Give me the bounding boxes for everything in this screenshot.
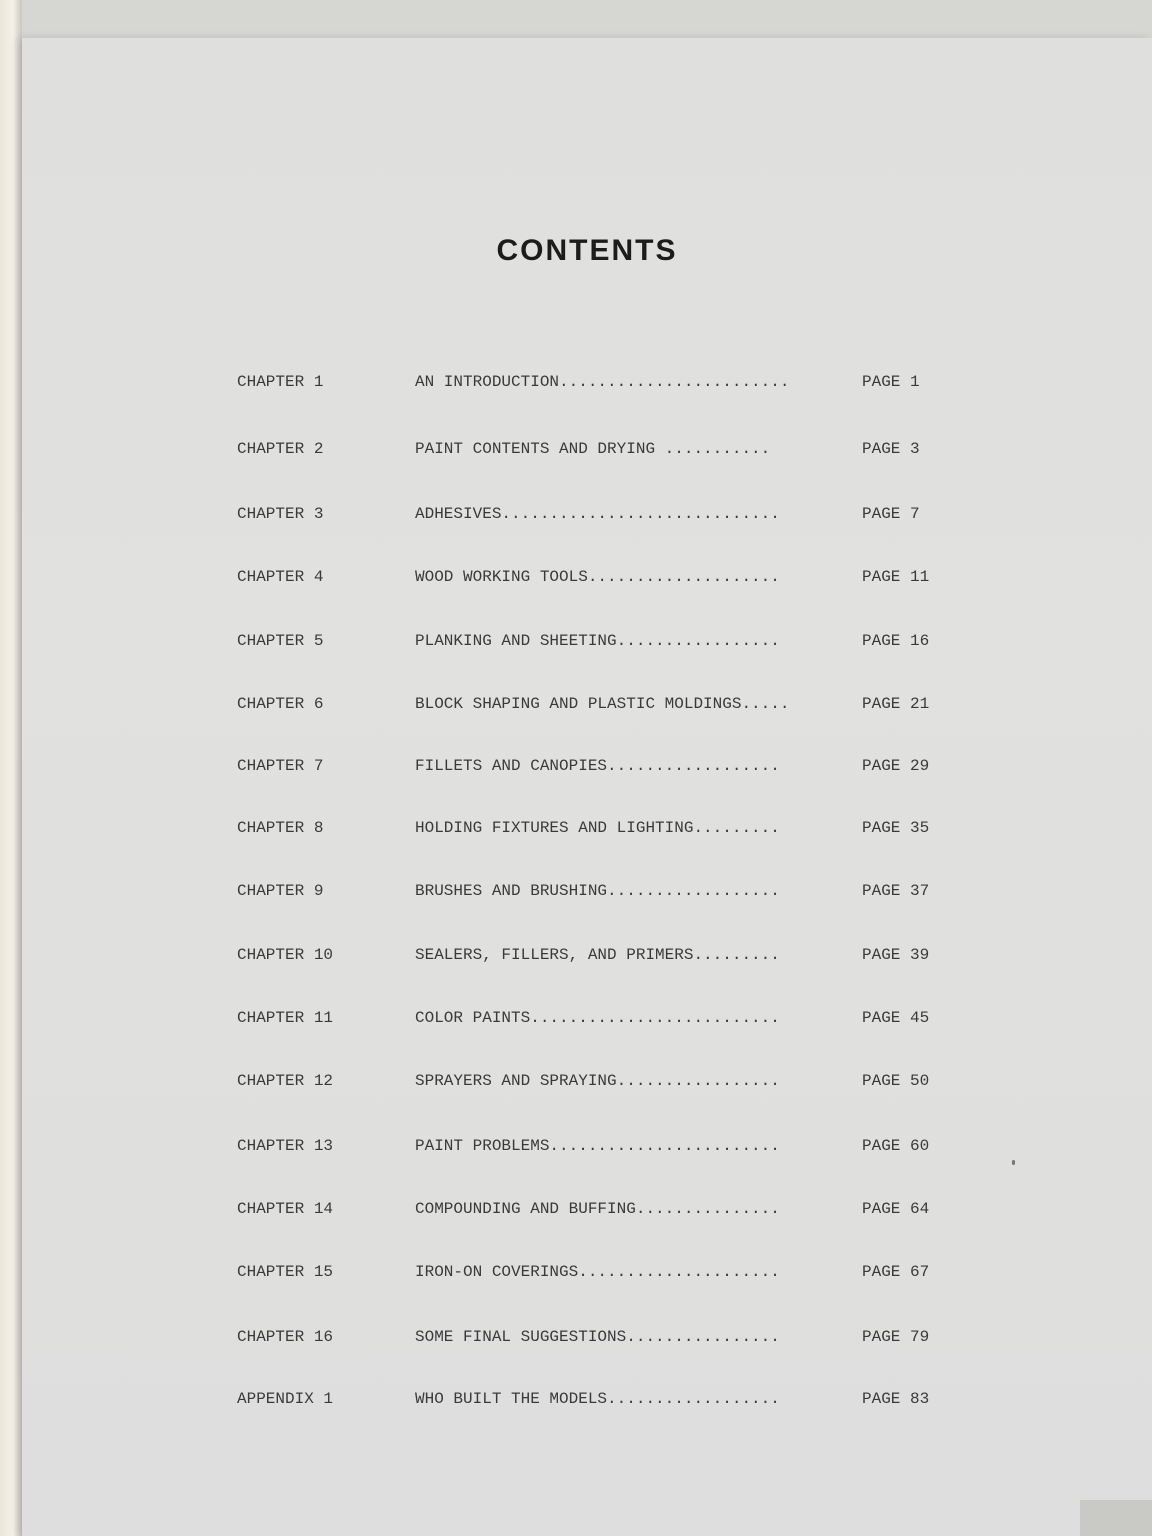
toc-entry xyxy=(22,632,1152,660)
entry-title: BLOCK SHAPING AND PLASTIC MOLDINGS..... xyxy=(415,695,790,713)
entry-label: CHAPTER 11 xyxy=(237,1009,334,1027)
paper-speck xyxy=(1012,1160,1015,1165)
entry-label: CHAPTER 3 xyxy=(237,505,324,523)
entry-label: CHAPTER 7 xyxy=(237,757,324,775)
toc-entry xyxy=(22,1200,1152,1228)
entry-page: PAGE 29 xyxy=(862,757,930,775)
entry-label: CHAPTER 9 xyxy=(237,882,324,900)
entry-title: PAINT CONTENTS AND DRYING ........... xyxy=(415,440,771,458)
entry-label: CHAPTER 10 xyxy=(237,946,334,964)
entry-title: HOLDING FIXTURES AND LIGHTING......... xyxy=(415,819,780,837)
entry-page: PAGE 16 xyxy=(862,632,930,650)
entry-title: COLOR PAINTS.......................... xyxy=(415,1009,780,1027)
entry-page: PAGE 67 xyxy=(862,1263,930,1281)
toc-entry xyxy=(22,1009,1152,1037)
toc-entry xyxy=(22,568,1152,596)
entry-page: PAGE 39 xyxy=(862,946,930,964)
page-top-shadow xyxy=(22,0,1152,38)
page-title: CONTENTS xyxy=(496,234,678,267)
entry-page: PAGE 21 xyxy=(862,695,930,713)
entry-title: SPRAYERS AND SPRAYING................. xyxy=(415,1072,780,1090)
toc-entry xyxy=(22,882,1152,910)
toc-entry xyxy=(22,695,1152,723)
entry-page: PAGE 64 xyxy=(862,1200,930,1218)
entry-title: ADHESIVES............................. xyxy=(415,505,780,523)
toc-entry xyxy=(22,1072,1152,1100)
toc-entry xyxy=(22,1263,1152,1291)
toc-entry xyxy=(22,757,1152,785)
entry-page: PAGE 11 xyxy=(862,568,930,586)
entry-label: CHAPTER 8 xyxy=(237,819,324,837)
book-edge xyxy=(0,0,22,1536)
entry-page: PAGE 79 xyxy=(862,1328,930,1346)
entry-page: PAGE 35 xyxy=(862,819,930,837)
toc-entry xyxy=(22,1137,1152,1165)
entry-title: AN INTRODUCTION........................ xyxy=(415,373,790,391)
entry-label: CHAPTER 2 xyxy=(237,440,324,458)
entry-title: WOOD WORKING TOOLS.................... xyxy=(415,568,780,586)
entry-label: CHAPTER 14 xyxy=(237,1200,334,1218)
toc-entry xyxy=(22,1390,1152,1418)
entry-title: SOME FINAL SUGGESTIONS................ xyxy=(415,1328,780,1346)
entry-label: CHAPTER 6 xyxy=(237,695,324,713)
table-of-contents xyxy=(22,38,1152,1536)
entry-page: PAGE 83 xyxy=(862,1390,930,1408)
entry-label: CHAPTER 5 xyxy=(237,632,324,650)
toc-entry xyxy=(22,505,1152,533)
entry-title: IRON-ON COVERINGS..................... xyxy=(415,1263,780,1281)
toc-entry xyxy=(22,819,1152,847)
entry-title: SEALERS, FILLERS, AND PRIMERS......... xyxy=(415,946,780,964)
toc-entry xyxy=(22,946,1152,974)
entry-label: CHAPTER 15 xyxy=(237,1263,334,1281)
entry-page: PAGE 45 xyxy=(862,1009,930,1027)
entry-label: CHAPTER 4 xyxy=(237,568,324,586)
entry-page: PAGE 1 xyxy=(862,373,920,391)
entry-title: COMPOUNDING AND BUFFING............... xyxy=(415,1200,780,1218)
entry-label: CHAPTER 13 xyxy=(237,1137,334,1155)
entry-page: PAGE 60 xyxy=(862,1137,930,1155)
toc-entry xyxy=(22,440,1152,468)
entry-label: CHAPTER 12 xyxy=(237,1072,334,1090)
entry-label: APPENDIX 1 xyxy=(237,1390,334,1408)
entry-title: BRUSHES AND BRUSHING.................. xyxy=(415,882,780,900)
toc-entry xyxy=(22,373,1152,401)
entry-label: CHAPTER 16 xyxy=(237,1328,334,1346)
entry-label: CHAPTER 1 xyxy=(237,373,324,391)
entry-title: WHO BUILT THE MODELS.................. xyxy=(415,1390,780,1408)
toc-entry xyxy=(22,1328,1152,1356)
entry-title: FILLETS AND CANOPIES.................. xyxy=(415,757,780,775)
entry-page: PAGE 37 xyxy=(862,882,930,900)
entry-title: PLANKING AND SHEETING................. xyxy=(415,632,780,650)
entry-page: PAGE 7 xyxy=(862,505,920,523)
contents-page xyxy=(22,38,1152,1536)
entry-page: PAGE 3 xyxy=(862,440,920,458)
entry-page: PAGE 50 xyxy=(862,1072,930,1090)
page-corner-shadow xyxy=(1080,1500,1152,1536)
entry-title: PAINT PROBLEMS........................ xyxy=(415,1137,780,1155)
